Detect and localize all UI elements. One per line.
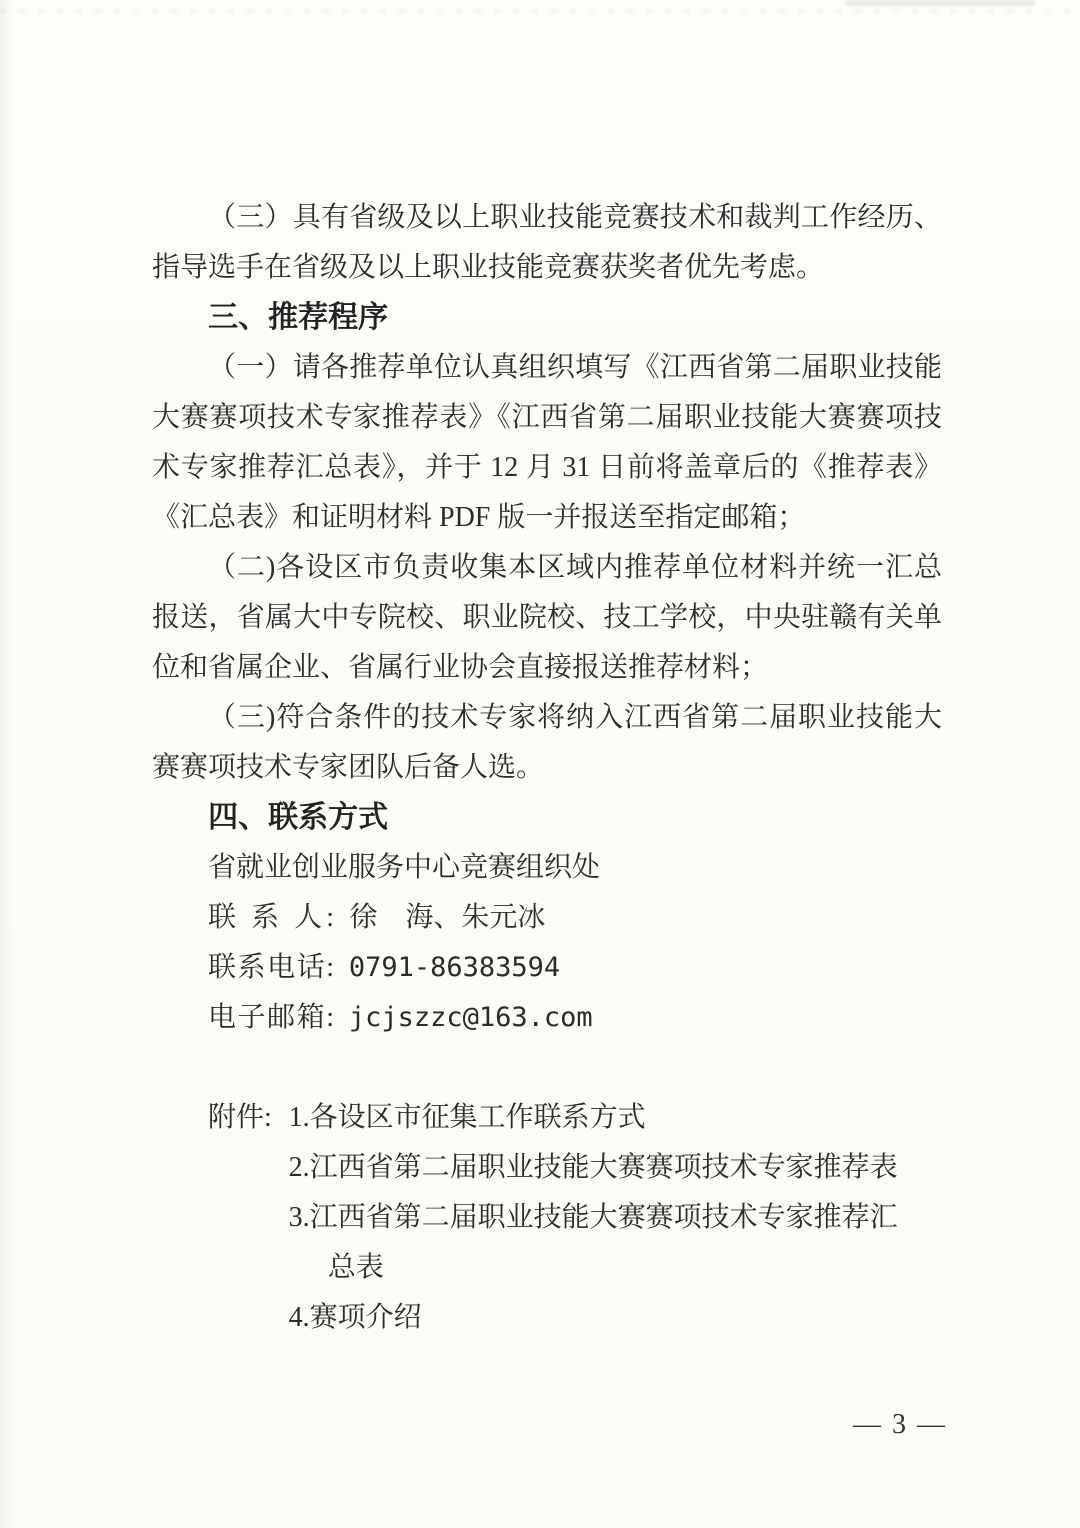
contact-person-value: 徐 海、朱元冰 [349,902,546,933]
attachments-block [152,1093,942,1343]
contact-email-value: jcjszzc@163.com [348,1002,593,1033]
scan-noise-strip [0,9,1080,13]
contact-department-line: 省就业创业服务中心竞赛组织处 [208,852,601,883]
page-number: — 3 — [853,1409,947,1440]
contact-person-line [152,893,942,943]
contact-person-label: 联 系 人: [208,902,334,933]
contact-email-label: 电子邮箱: [208,1002,334,1033]
paragraph-procedure-item3: （三)符合条件的技术专家将纳入江西省第二届职业技能大赛赛项技术专家团队后备人选。 [152,702,942,783]
attachment-item-3: 3.江西省第二届职业技能大赛赛项技术专家推荐汇总表 [288,1202,898,1283]
contact-phone-line [152,943,942,993]
attachment-item-4: 4.赛项介绍 [288,1302,422,1333]
paragraph-procedure-item2: （二)各设区市负责收集本区域内推荐单位材料并统一汇总报送，省属大中专院校、职业院校、技工学校，中央驻赣有关单位和省属企业、省属行业协会直接报送推荐材料； [152,552,942,683]
section-heading-recommendation-procedure: 三、推荐程序 [208,301,389,334]
attachment-item-2: 2.江西省第二届职业技能大赛赛项技术专家推荐表 [288,1152,898,1183]
section-heading-contact-info: 四、联系方式 [208,801,389,834]
scan-shadow-left-edge [0,0,14,1528]
body-text-column [152,193,942,1343]
contact-phone-label: 联系电话: [208,952,334,983]
contact-email-line [152,993,942,1043]
attachments-list [289,1093,909,1343]
attachments-label: 附件: [208,1102,272,1133]
attachment-item-1: 1.各设区市征集工作联系方式 [288,1102,646,1133]
paragraph-procedure-item1: （一）请各推荐单位认真组织填写《江西省第二届职业技能大赛赛项技术专家推荐表》《江西省第二届职业技能大赛赛项技术专家推荐汇总表》，并于 12 月 31 日前将盖章后的《推荐表》《汇总表》和证明材料 PDF 版一并报送至指定邮箱； [152,352,942,533]
contact-phone-value: 0791-86383594 [348,952,561,983]
paragraph-criteria-item3: （三）具有省级及以上职业技能竞赛技术和裁判工作经历、指导选手在省级及以上职业技能竞赛获奖者优先考虑。 [152,202,942,283]
scan-artifact-top-right [845,0,1035,6]
